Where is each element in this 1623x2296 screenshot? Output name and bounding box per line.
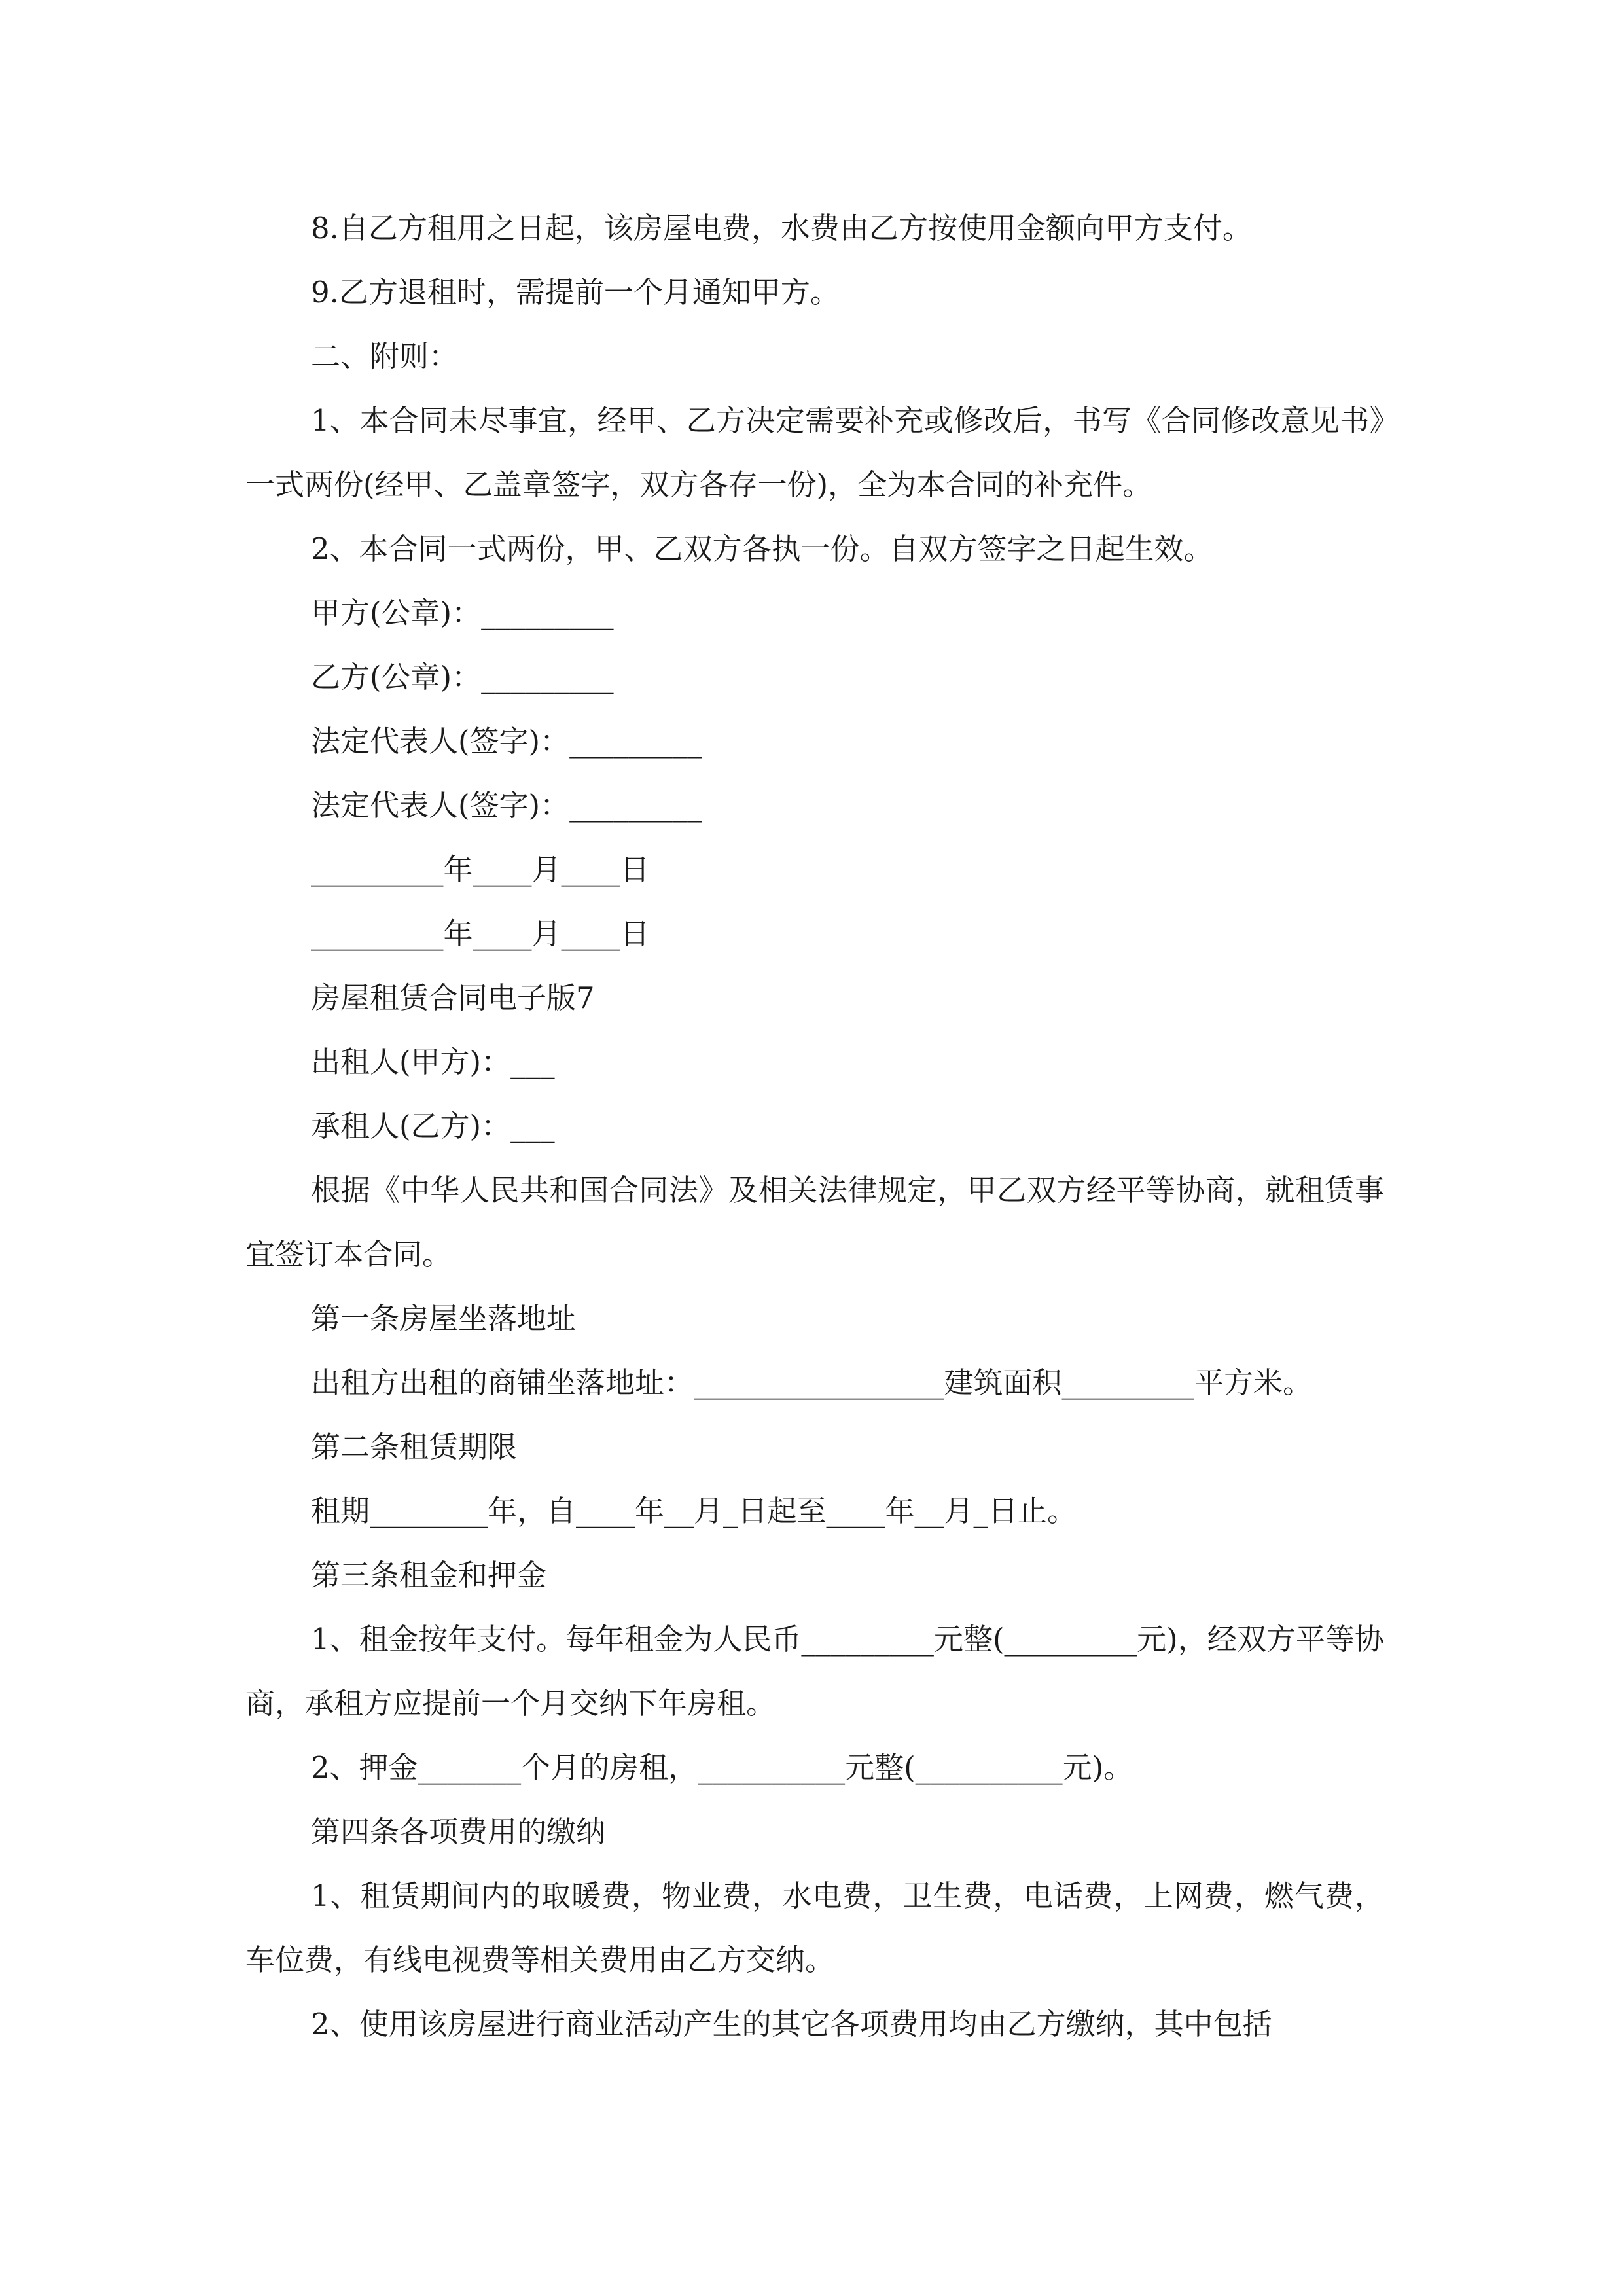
appendix-clause-2: 2、本合同一式两份，甲、乙双方各执一份。自双方签字之日起生效。	[311, 531, 1213, 566]
article-1-address-line: 出租方出租的商铺坐落地址：_________________建筑面积_________平方米。	[311, 1365, 1313, 1400]
article-3-deposit-clause: 2、押金_______个月的房租，__________元整(__________元)。	[311, 1750, 1133, 1785]
lessee-line: 承租人(乙方)：___	[311, 1109, 555, 1143]
article-1-heading: 第一条房屋坐落地址	[311, 1301, 577, 1336]
legal-rep-signature-line-a: 法定代表人(签字)：_________	[311, 724, 702, 759]
contract-title: 房屋租赁合同电子版7	[311, 980, 595, 1015]
article-2-heading: 第二条租赁期限	[311, 1429, 518, 1464]
party-a-seal-line: 甲方(公章)：_________	[311, 596, 614, 630]
document-body	[245, 196, 1384, 2056]
article-4-fees-clause-1: 1、租赁期间内的取暖费，物业费，水电费，卫生费，电话费，上网费，燃气费，车位费，有线电视费等相关费用由乙方交纳。	[245, 1878, 1384, 1977]
preamble-paragraph: 根据《中华人民共和国合同法》及相关法律规定，甲乙双方经平等协商，就租赁事宜签订本合同。	[245, 1173, 1384, 1272]
date-line-b: _________年____月____日	[311, 916, 650, 951]
article-2-term-line: 租期________年，自____年__月_日起至____年__月_日止。	[311, 1494, 1077, 1528]
party-b-seal-line: 乙方(公章)：_________	[311, 660, 614, 694]
date-line-a: _________年____月____日	[311, 852, 650, 887]
clause-8-electricity-water: 8.自乙方租用之日起，该房屋电费，水费由乙方按使用金额向甲方支付。	[311, 211, 1252, 245]
section-heading-appendix: 二、附则：	[311, 339, 459, 374]
appendix-clause-1: 1、本合同未尽事宜，经甲、乙方决定需要补充或修改后，书写《合同修改意见书》一式两份(经甲、乙盖章签字，双方各存一份)，全为本合同的补充件。	[245, 403, 1384, 502]
article-4-fees-clause-2: 2、使用该房屋进行商业活动产生的其它各项费用均由乙方缴纳，其中包括	[311, 2007, 1272, 2041]
article-4-heading: 第四条各项费用的缴纳	[311, 1814, 606, 1849]
article-3-heading: 第三条租金和押金	[311, 1558, 547, 1592]
clause-9-termination-notice: 9.乙方退租时，需提前一个月通知甲方。	[311, 275, 840, 310]
article-3-rent-clause: 1、租金按年支付。每年租金为人民币_________元整(_________元)，经双方平等协商，承租方应提前一个月交纳下年房租。	[245, 1622, 1384, 1721]
lessor-line: 出租人(甲方)：___	[311, 1045, 555, 1079]
legal-rep-signature-line-b: 法定代表人(签字)：_________	[311, 788, 702, 823]
